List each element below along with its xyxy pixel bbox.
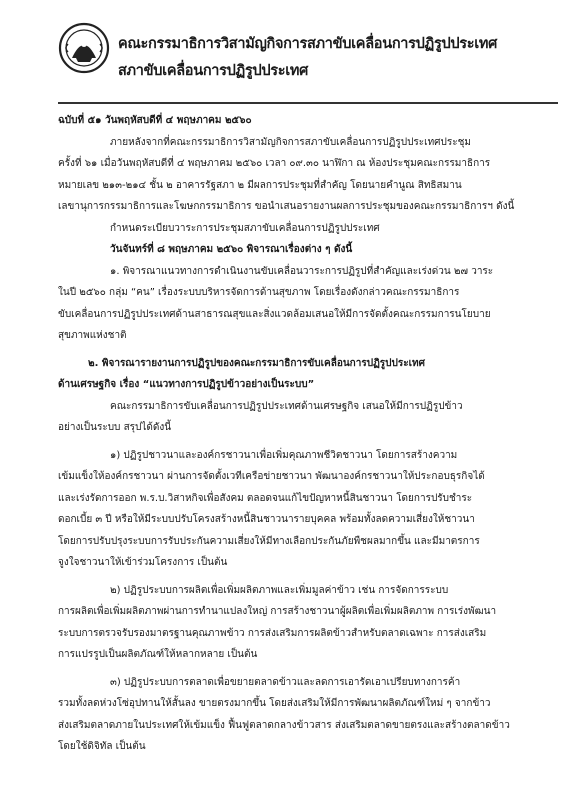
committee-title: คณะกรรมาธิการวิสามัญกิจการสภาขับเคลื่อนการปฏิรูปประเทศ bbox=[118, 36, 498, 52]
sub-item-line: ๑) ปฏิรูปชาวนาและองค์กรชาวนาเพื่อเพิ่มคุณภาพชีวิตชาวนา โดยการสร้างความ bbox=[110, 449, 458, 461]
report-body bbox=[58, 110, 558, 758]
item2-intro-line: คณะกรรมาธิการขับเคลื่อนการปฏิรูปประเทศด้านเศรษฐกิจ เสนอให้มีการปฏิรูปข้าว bbox=[110, 400, 463, 412]
item2-intro-line: อย่างเป็นระบบ สรุปได้ดังนี้ bbox=[58, 422, 172, 433]
sub-item-line: ๒) ปฏิรูประบบการผลิตเพื่อเพิ่มผลิตภาพและเพิ่มมูลค่าข้าว เช่น การจัดการระบบ bbox=[110, 584, 449, 596]
assembly-name: สภาขับเคลื่อนการปฏิรูปประเทศ bbox=[118, 63, 309, 79]
sub-item-line: ระบบการตรวจรับรองมาตรฐานคุณภาพข้าว การส่งเสริมการผลิตข้าวสำหรับตลาดเฉพาะ การส่งเสริม bbox=[58, 627, 487, 639]
sub-item-line: รวมทั้งลดห่วงโซ่อุปทานให้สั้นลง ขายตรงมากขึ้น โดยส่งเสริมให้มีการพัฒนาผลิตภัณฑ์ใหม่ ๆ จากข้าว bbox=[58, 698, 491, 709]
sub-item-line: โดยการปรับปรุงระบบการรับประกันความเสี่ยงให้มีทางเลือกประกันภัยพืชผลมากขึ้น และมีมาตรการ bbox=[58, 535, 480, 547]
sub-item-line: ส่งเสริมตลาดภายในประเทศให้เข้มแข็ง ฟื้นฟูตลาดกลางข้าวสาร ส่งเสริมตลาดขายตรงและสร้างตลาดข้าว bbox=[58, 719, 510, 731]
sub-item-line: ดอกเบี้ย ๓ ปี หรือให้มีระบบปรับโครงสร้างหนี้สินชาวนารายบุคคล พร้อมทั้งลดความเสี่ยงให้ชาวนา bbox=[58, 514, 475, 525]
sub-item-line: การผลิตเพื่อเพิ่มผลิตภาพผ่านการทำนาแปลงใหญ่ การสร้างชาวนาผู้ผลิตเพื่อเพิ่มผลิตภาพ การเร่งพัฒนา bbox=[58, 606, 497, 617]
intro-line: เลขานุการกรรมาธิการและโฆษกกรรมาธิการ ขอนำเสนอรายงานผลการประชุมของคณะกรรมาธิการฯ ดังนี้ bbox=[58, 201, 515, 212]
item1-line: ขับเคลื่อนการปฏิรูปประเทศด้านสาธารณสุขและสิ่งแวดล้อมเสนอให้มีการจัดตั้งคณะกรรมการนโยบาย bbox=[58, 308, 491, 320]
intro-line: กำหนดระเบียบวาระการประชุมสภาขับเคลื่อนการปฏิรูปประเทศ bbox=[110, 222, 380, 234]
item1-line: สุขภาพแห่งชาติ bbox=[58, 330, 127, 341]
header-divider bbox=[58, 102, 558, 104]
letterhead bbox=[58, 20, 558, 98]
issue-line: ฉบับที่ ๕๑ วันพฤหัสบดีที่ ๔ พฤษภาคม ๒๕๖๐ bbox=[58, 115, 252, 126]
intro-line: ภายหลังจากที่คณะกรรมาธิการวิสามัญกิจการสภาขับเคลื่อนการปฏิรูปประเทศประชุม bbox=[110, 136, 471, 148]
sub-item-line: ๓) ปฏิรูประบบการตลาดเพื่อขยายตลาดข้าวและลดการเอารัดเอาเปรียบทางการค้า bbox=[110, 676, 461, 688]
sub-item-line: เข้มแข็งให้องค์กรชาวนา ผ่านการจัดตั้งเวทีเครือข่ายชาวนา พัฒนาองค์กรชาวนาให้ประกอบธุรกิจได้ bbox=[58, 471, 485, 482]
sub-item-line: และเร่งรัดการออก พ.ร.บ.วิสาหกิจเพื่อสังคม ตลอดจนแก้ไขปัญหาหนี้สินชาวนา โดยการปรับชำระ bbox=[58, 492, 473, 504]
meeting-date: วันจันทร์ที่ ๘ พฤษภาคม ๒๕๖๐ พิจารณาเรื่องต่าง ๆ ดังนี้ bbox=[110, 244, 353, 255]
sub-item-line: จูงใจชาวนาให้เข้าร่วมโครงการ เป็นต้น bbox=[58, 557, 228, 568]
item2-heading: ด้านเศรษฐกิจ เรื่อง “แนวทางการปฏิรูปข้าวอย่างเป็นระบบ” bbox=[58, 379, 315, 390]
sub-item-line: โดยใช้ดิจิทัล เป็นต้น bbox=[58, 741, 146, 752]
item1-line: ในปี ๒๕๖๐ กลุ่ม “คน” เรื่องระบบบริหารจัดการด้านสุขภาพ โดยเรื่องดังกล่าวคณะกรรมาธิการ bbox=[58, 287, 460, 298]
item1-line: ๑. พิจารณาแนวทางการดำเนินงานขับเคลื่อนวาระการปฏิรูปที่สำคัญและเร่งด่วน ๒๗ วาระ bbox=[110, 265, 494, 277]
intro-line: หมายเลข ๒๑๓-๒๑๔ ชั้น ๒ อาคารรัฐสภา ๒ มีผลการประชุมที่สำคัญ โดยนายคำนูณ สิทธิสมาน bbox=[58, 179, 462, 191]
sub-item-line: การแปรรูปเป็นผลิตภัณฑ์ให้หลากหลาย เป็นต้น bbox=[58, 649, 258, 660]
item2-heading: ๒. พิจารณารายงานการปฏิรูปของคณะกรรมาธิการขับเคลื่อนการปฏิรูปประเทศ bbox=[88, 357, 425, 369]
parliament-emblem-icon bbox=[58, 22, 110, 74]
intro-line: ครั้งที่ ๖๑ เมื่อวันพฤหัสบดีที่ ๔ พฤษภาคม ๒๕๖๐ เวลา ๐๙.๓๐ นาฬิกา ณ ห้องประชุมคณะกรรมาธิการ bbox=[58, 158, 491, 169]
